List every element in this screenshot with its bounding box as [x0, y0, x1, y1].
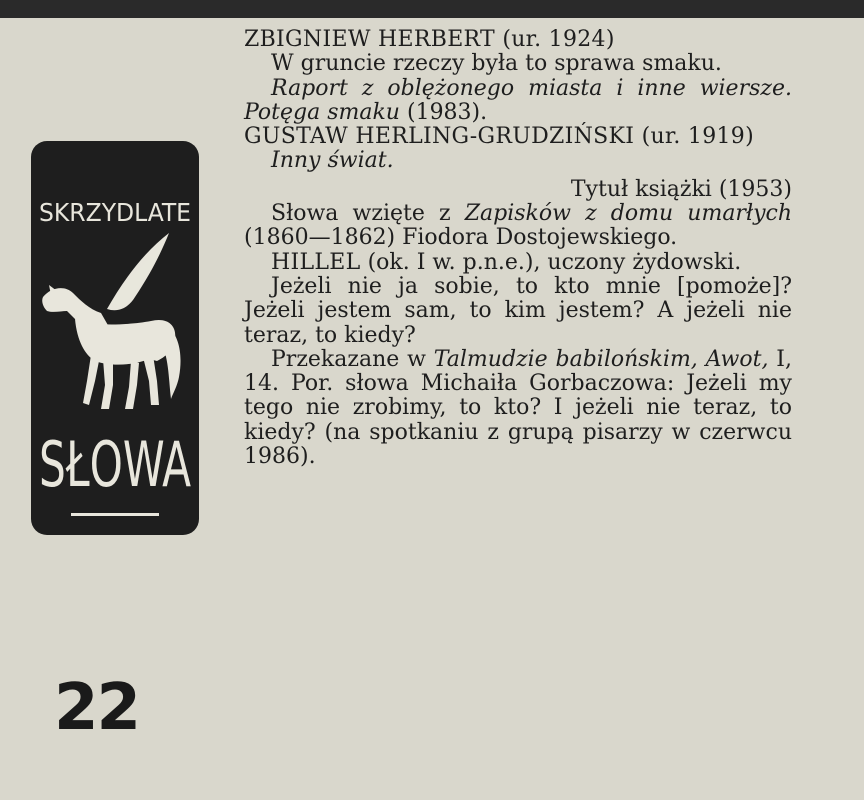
entry-herling-note [244, 202, 792, 251]
author-description: (ok. I w. p.n.e.), uczony żydowski. [367, 249, 742, 275]
note-source: Talmudzie babilońskim, Awot, [433, 346, 769, 372]
entry-herbert-heading [244, 28, 792, 52]
winged-horse-icon [42, 233, 180, 409]
entry-herbert-quote: W gruncie rzeczy była to sprawa smaku. [271, 51, 722, 77]
author-name: ZBIGNIEW HERBERT [244, 27, 496, 52]
skrzydlate-slowa-logo [31, 141, 199, 535]
entry-hillel-quote: Jeżeli nie ja sobie, to kto mnie [pomoże]? Jeżeli jestem sam, to kim jestem? A jeżeli nie teraz, to kiedy? [244, 273, 792, 348]
entry-herbert-source [244, 77, 792, 126]
logo-graphic [31, 141, 199, 535]
source-year: (1983). [406, 99, 488, 125]
entry-hillel-heading [244, 251, 792, 275]
note-prefix: Słowa wzięte z [271, 201, 451, 227]
author-dates: (ur. 1924) [502, 27, 615, 52]
page-number: 22 [54, 671, 140, 745]
logo-top-word: SKRZYDLATE [39, 198, 191, 227]
author-dates: (ur. 1919) [641, 124, 754, 150]
text-column [244, 28, 792, 469]
entry-herling-quote [244, 149, 792, 173]
note-suffix: I, 14. Por. słowa Michaiła Gorbaczowa: Jeżeli my tego nie zrobimy, to kto? I jeżeli nie teraz, to kiedy? (na spotkaniu z grupą pisarzy w czerwcu 1986). [244, 346, 792, 470]
logo-bottom-word: SŁOWA [39, 428, 191, 501]
quote-text: Inny świat. [271, 148, 394, 174]
author-name: GUSTAW HERLING-GRUDZIŃSKI [244, 124, 635, 150]
entry-hillel-note [244, 348, 792, 469]
logo-underline [71, 513, 159, 516]
note-source: Zapisków z domu umarłych [464, 201, 793, 227]
note-suffix: (1860—1862) Fiodora Dostojewskiego. [244, 225, 678, 251]
author-name: HILLEL [271, 249, 361, 275]
top-rule [0, 0, 864, 18]
note-prefix: Przekazane w [271, 346, 426, 372]
source-title: Raport z oblężonego miasta i inne wiersze. Potęga smaku [244, 75, 792, 125]
entry-herling-note-title: Tytuł książki (1953) [570, 176, 792, 202]
entry-herling-heading [244, 125, 792, 149]
